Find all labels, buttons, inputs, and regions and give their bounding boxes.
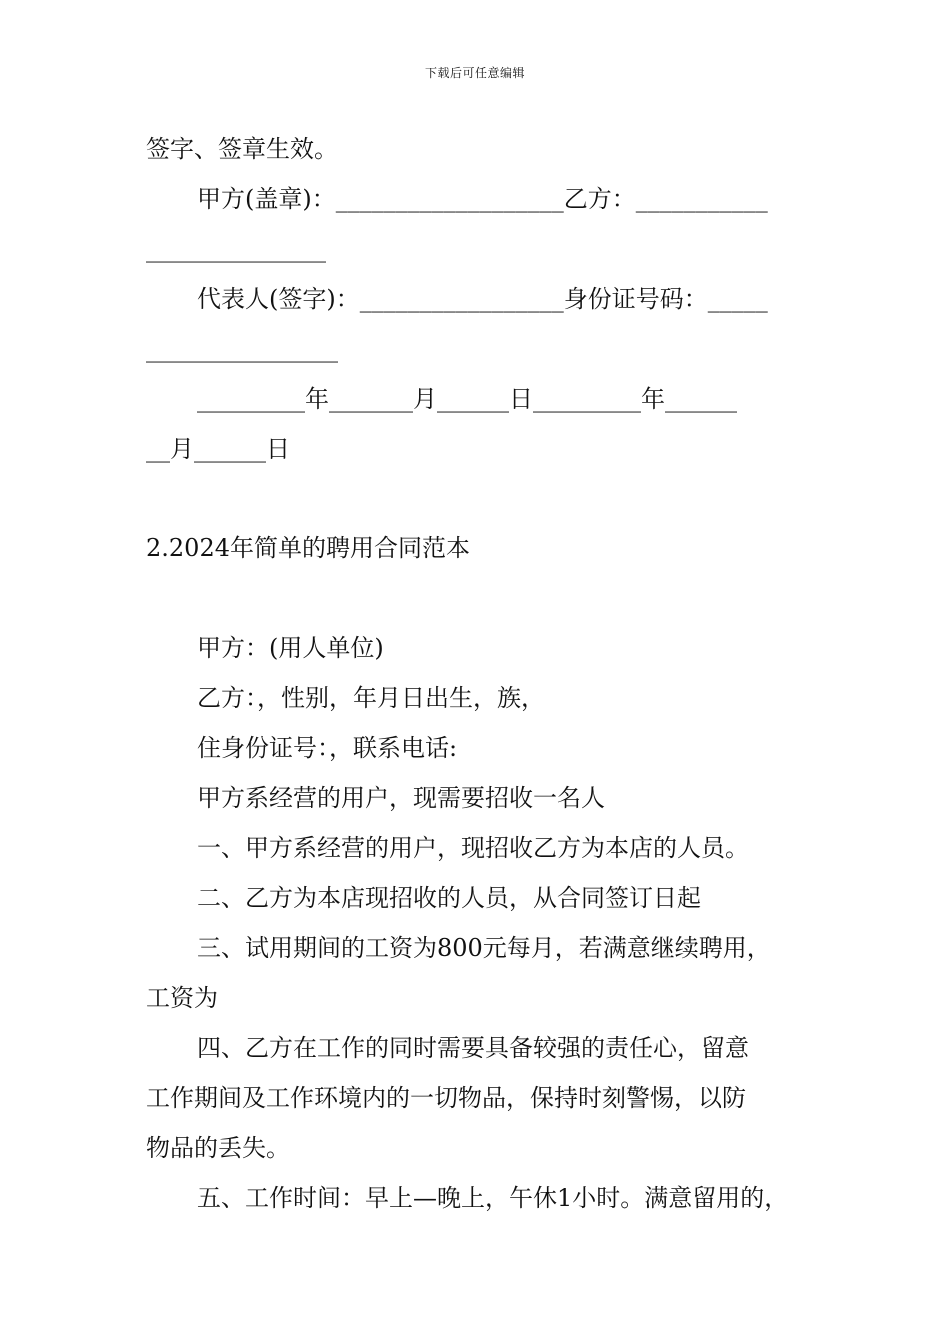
clause-four-cont-1: 工作期间及工作环境内的一切物品，保持时刻警惕，以防 (146, 1084, 746, 1112)
text-line-blank-2: ________________ (146, 335, 338, 363)
text-line-dates-cont: __月______日 (146, 435, 290, 463)
page-header-note: 下载后可任意编辑 (424, 66, 525, 80)
clause-two: 二、乙方为本店现招收的人员，从合同签订日起 (197, 884, 701, 912)
text-line-party-b: 乙方：，性别，年月日出生，族， (197, 684, 545, 712)
text-line-party-a: 甲方：(用人单位) (197, 634, 384, 662)
text-line-recruit: 甲方系经营的用户，现需要招收一名人 (197, 784, 605, 812)
clause-four: 四、乙方在工作的同时需要具备较强的责任心，留意 (197, 1034, 749, 1062)
clause-three-cont: 工资为 (146, 984, 218, 1012)
section-title: 2.2024年简单的聘用合同范本 (146, 534, 470, 562)
clause-three: 三、试用期间的工资为800元每月，若满意继续聘用， (197, 934, 771, 962)
clause-four-cont-2: 物品的丢失。 (146, 1134, 290, 1162)
text-line-signing-effective: 签字、签章生效。 (146, 135, 338, 163)
text-line-party-a-seal: 甲方(盖章)：___________________乙方：___________ (197, 185, 768, 213)
clause-one: 一、甲方系经营的用户，现招收乙方为本店的人员。 (197, 834, 749, 862)
clause-five: 五、工作时间：早上—晚上，午休1小时。满意留用的， (197, 1184, 789, 1212)
text-line-representative: 代表人(签字)：_________________身份证号码：_____ (197, 285, 768, 313)
text-line-dates: _________年_______月______日_________年______ (197, 385, 737, 413)
text-line-blank-1: _______________ (146, 235, 326, 263)
text-line-id-phone: 住身份证号：，联系电话: (197, 734, 458, 762)
